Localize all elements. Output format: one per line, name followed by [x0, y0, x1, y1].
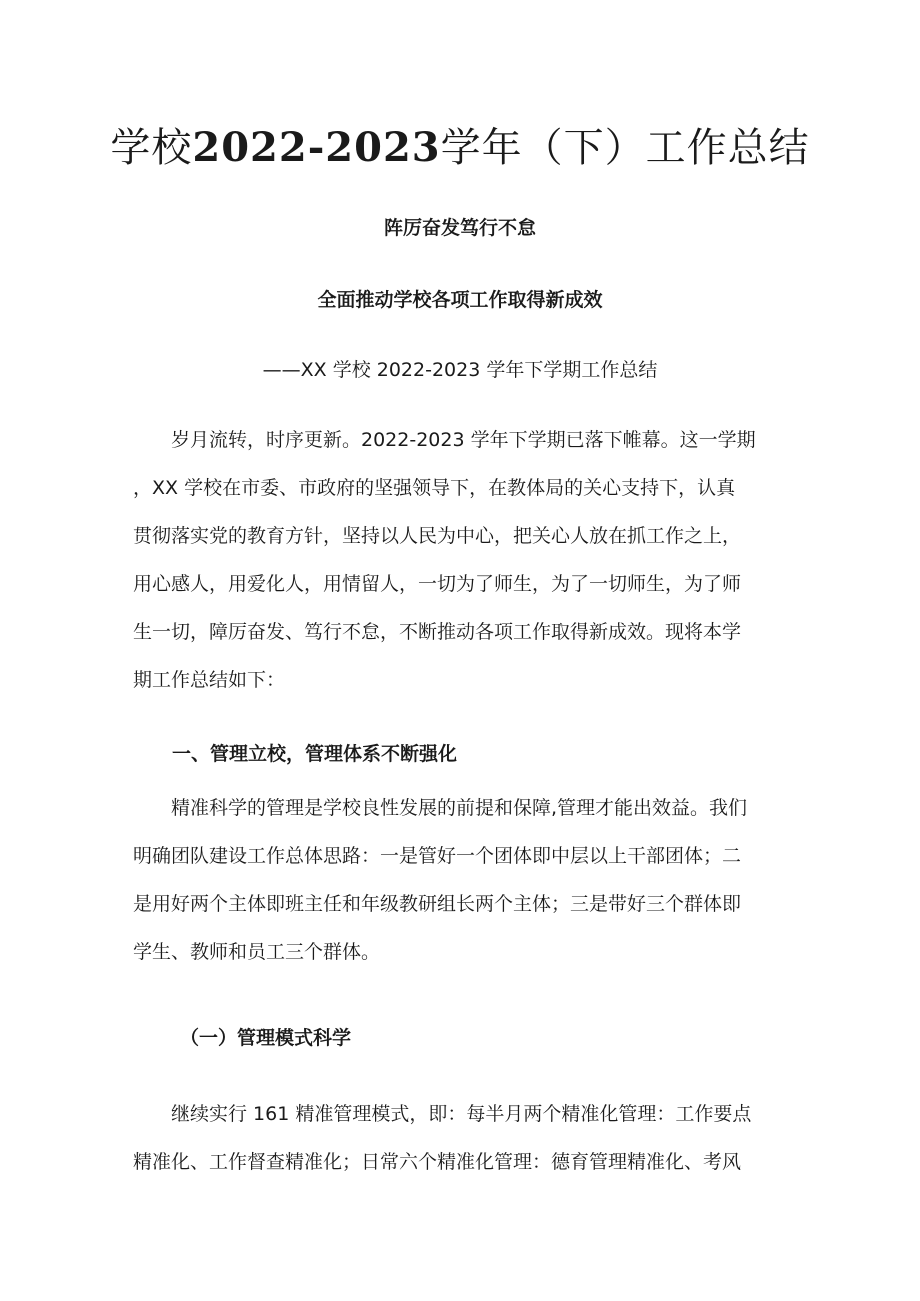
paragraph-line: 继续实行 161 精准管理模式，即：每半月两个精准化管理：工作要点 — [133, 1103, 752, 1125]
paragraph-line: 精准化、工作督查精准化；日常六个精准化管理：德育管理精准化、考风 — [133, 1151, 742, 1173]
title-suffix: 学年（下）工作总结 — [440, 125, 810, 171]
paragraph-line: 岁月流转，时序更新。2022-2023 学年下学期已落下帷幕。这一学期 — [133, 429, 756, 451]
section-heading: 一、管理立校，管理体系不断强化 — [172, 743, 458, 765]
subtitle-goal: 全面推动学校各项工作取得新成效 — [317, 289, 603, 311]
paragraph-line: 贯彻落实党的教育方针，坚持以人民为中心，把关心人放在抓工作之上， — [133, 525, 742, 547]
intro-paragraph — [133, 416, 793, 704]
subsection-heading: （一）管理模式科学 — [180, 1027, 352, 1049]
paragraph-line: 用心感人，用爱化人，用情留人，一切为了师生，为了一切师生，为了师 — [133, 573, 742, 595]
title-prefix: 学校 — [110, 125, 193, 171]
paragraph-line: ，XX 学校在市委、市政府的坚强领导下，在教体局的关心支持下，认真 — [133, 477, 736, 499]
subsection-paragraph — [133, 1090, 793, 1186]
paragraph-line: 期工作总结如下： — [133, 669, 286, 691]
paragraph-line: 学生、教师和员工三个群体。 — [133, 941, 381, 963]
paragraph-line: 生一切，障厉奋发、笃行不怠，不断推动各项工作取得新成效。现将本学 — [133, 621, 742, 643]
paragraph-line: 是用好两个主体即班主任和年级教研组长两个主体；三是带好三个群体即 — [133, 893, 742, 915]
subtitle-source: ——XX 学校 2022-2023 学年下学期工作总结 — [262, 359, 658, 381]
section-paragraph — [133, 784, 793, 976]
paragraph-line: 明确团队建设工作总体思路：一是管好一个团体即中层以上干部团体；二 — [133, 845, 742, 867]
document-title — [0, 118, 920, 178]
paragraph-line: 精准科学的管理是学校良性发展的前提和保障,管理才能出效益。我们 — [133, 797, 748, 819]
subtitle-motto: 阵厉奋发笃行不怠 — [383, 217, 536, 239]
title-year: 2022-2023 — [192, 124, 441, 171]
